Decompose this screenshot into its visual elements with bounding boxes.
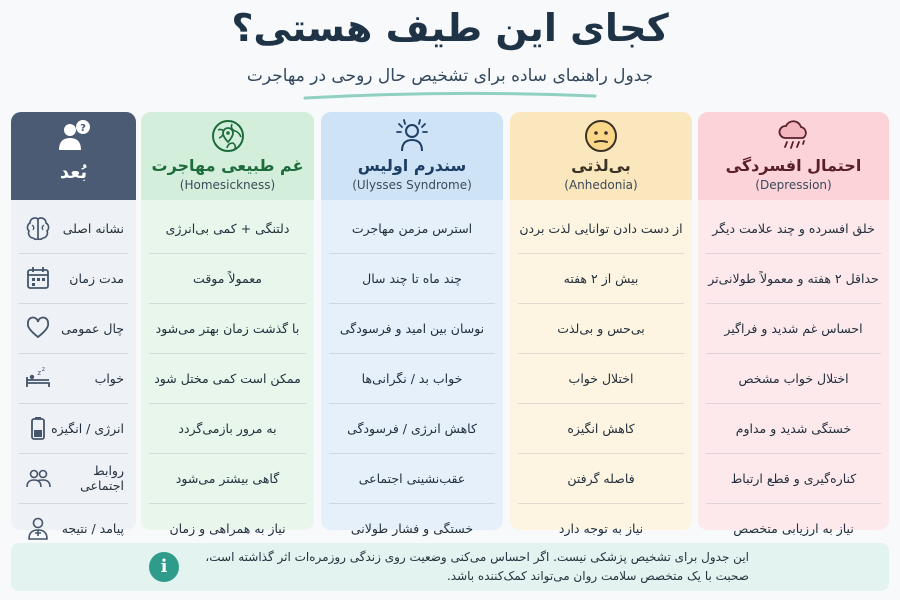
anhedonia-header — [510, 112, 692, 200]
dimension-label: مدت زمان — [69, 270, 124, 286]
depression-column — [698, 112, 889, 536]
dimension-row-label — [11, 304, 136, 352]
svg-text:z: z — [37, 369, 41, 377]
people-icon — [25, 465, 51, 491]
sleep-bed-icon — [25, 365, 51, 391]
info-icon: i — [149, 552, 179, 582]
homesickness-cell: گاهی بیشتر می‌شود — [175, 470, 280, 486]
heart-icon — [25, 315, 51, 341]
dimension-label: خواب — [94, 370, 124, 386]
depression-header-title: احتمال افسردگی — [725, 156, 862, 175]
homesickness-cell: دلتنگی + کمی بی‌انرژی — [165, 220, 290, 236]
depression-cell: حداقل ۲ هفته و معمولاً طولانی‌تر — [708, 270, 879, 286]
dimension-label: نشانه اصلی — [62, 220, 124, 236]
homesickness-cell: معمولاً موقت — [193, 270, 262, 286]
doctor-icon — [25, 515, 51, 541]
anhedonia-cell: بیش از ۲ هفته — [563, 270, 639, 286]
homesickness-header-title: غم طبیعی مهاجرت — [151, 156, 304, 175]
ulysses-cell: کاهش انرژی / فرسودگی — [347, 420, 477, 436]
homesickness-column — [141, 112, 314, 536]
page-title: کجای این طیف هستی؟ — [231, 6, 669, 50]
dimension-row-label — [11, 454, 136, 502]
svg-text:z: z — [41, 366, 45, 373]
dimension-label: چال عمومی — [61, 320, 124, 336]
anhedonia-cell: از دست دادن توانایی لذت بردن — [519, 220, 683, 236]
ulysses-header-subtitle: (Ulysses Syndrome) — [352, 178, 472, 192]
disclaimer-line-2: صحبت با یک متخصص سلامت روان می‌تواند کمک‌کننده باشد. — [446, 569, 749, 583]
dimension-label: انرژی / انگیزه — [51, 420, 124, 436]
depression-cell: احساس غم شدید و فراگیر — [724, 320, 863, 336]
homesickness-header-subtitle: (Homesickness) — [179, 178, 276, 192]
depression-cell: خستگی شدید و مداوم — [735, 420, 852, 436]
ulysses-cell: نوسان بین امید و فرسودگی — [339, 320, 485, 336]
ulysses-cell: عقب‌نشینی اجتماعی — [358, 470, 466, 486]
svg-text:?: ? — [79, 123, 86, 134]
rain-cloud-icon — [776, 118, 812, 154]
homesickness-cell: با گذشت زمان بهتر می‌شود — [155, 320, 300, 336]
calendar-icon — [25, 265, 51, 291]
homesickness-cell: نیاز به همراهی و زمان — [169, 520, 286, 536]
dimension-row-label — [11, 404, 136, 452]
depression-cell: کناره‌گیری و قطع ارتباط — [730, 470, 857, 486]
anhedonia-header-title: بی‌لذتی — [571, 156, 631, 175]
dimension-label: پیامد / نتیجه — [61, 520, 124, 536]
globe-pin-icon — [210, 118, 246, 154]
depression-cell: اختلال خواب مشخص — [738, 370, 849, 386]
brain-icon — [25, 215, 51, 241]
ulysses-column — [321, 112, 503, 536]
ulysses-header — [321, 112, 503, 200]
ulysses-cell: استرس مزمن مهاجرت — [351, 220, 473, 236]
depression-header-subtitle: (Depression) — [755, 178, 832, 192]
homesickness-cell: ممکن است کمی مختل شود — [154, 370, 301, 386]
homesickness-header — [141, 112, 314, 200]
depression-header — [698, 112, 889, 200]
anhedonia-cell: بی‌حس و بی‌لذت — [557, 320, 645, 336]
depression-cell: نیاز به ارزیابی متخصص — [733, 520, 854, 536]
disclaimer-note — [11, 543, 889, 591]
anhedonia-header-subtitle: (Anhedonia) — [564, 178, 638, 192]
dimension-header-title: بُعد — [59, 162, 88, 183]
dimension-label: روابط اجتماعی — [80, 463, 124, 493]
dimension-row-label — [11, 354, 136, 402]
ulysses-cell: چند ماه تا چند سال — [362, 270, 462, 286]
dimension-column — [11, 112, 136, 536]
flat-face-icon — [583, 118, 619, 154]
ulysses-header-title: سندرم اولیس — [357, 156, 467, 175]
anhedonia-column — [510, 112, 692, 536]
stressed-person-icon — [394, 118, 430, 154]
anhedonia-cell: نیاز به توجه دارد — [558, 520, 644, 536]
dimension-header — [11, 112, 136, 200]
homesickness-cell: به مرور بازمی‌گردد — [178, 420, 277, 436]
ulysses-cell: خواب بد / نگرانی‌ها — [361, 370, 463, 386]
battery-icon — [25, 415, 51, 441]
ulysses-cell: خستگی و فشار طولانی — [350, 520, 474, 536]
disclaimer-line-1: این جدول برای تشخیص پزشکی نیست. اگر احساس می‌کنی وضعیت روی زندگی روزمره‌ات اثر گذاشته است، — [205, 550, 749, 564]
anhedonia-cell: فاصله گرفتن — [567, 470, 635, 486]
dimension-row-label — [11, 204, 136, 252]
decorative-underline — [300, 90, 600, 102]
anhedonia-cell: اختلال خواب — [568, 370, 634, 386]
disclaimer-text — [191, 548, 749, 586]
dimension-row-label — [11, 254, 136, 302]
anhedonia-cell: کاهش انگیزه — [567, 420, 635, 436]
question-person-icon — [56, 118, 92, 154]
depression-cell: خلق افسرده و چند علامت دیگر — [712, 220, 875, 236]
page-subtitle: جدول راهنمای ساده برای تشخیص حال روحی در مهاجرت — [246, 66, 654, 86]
